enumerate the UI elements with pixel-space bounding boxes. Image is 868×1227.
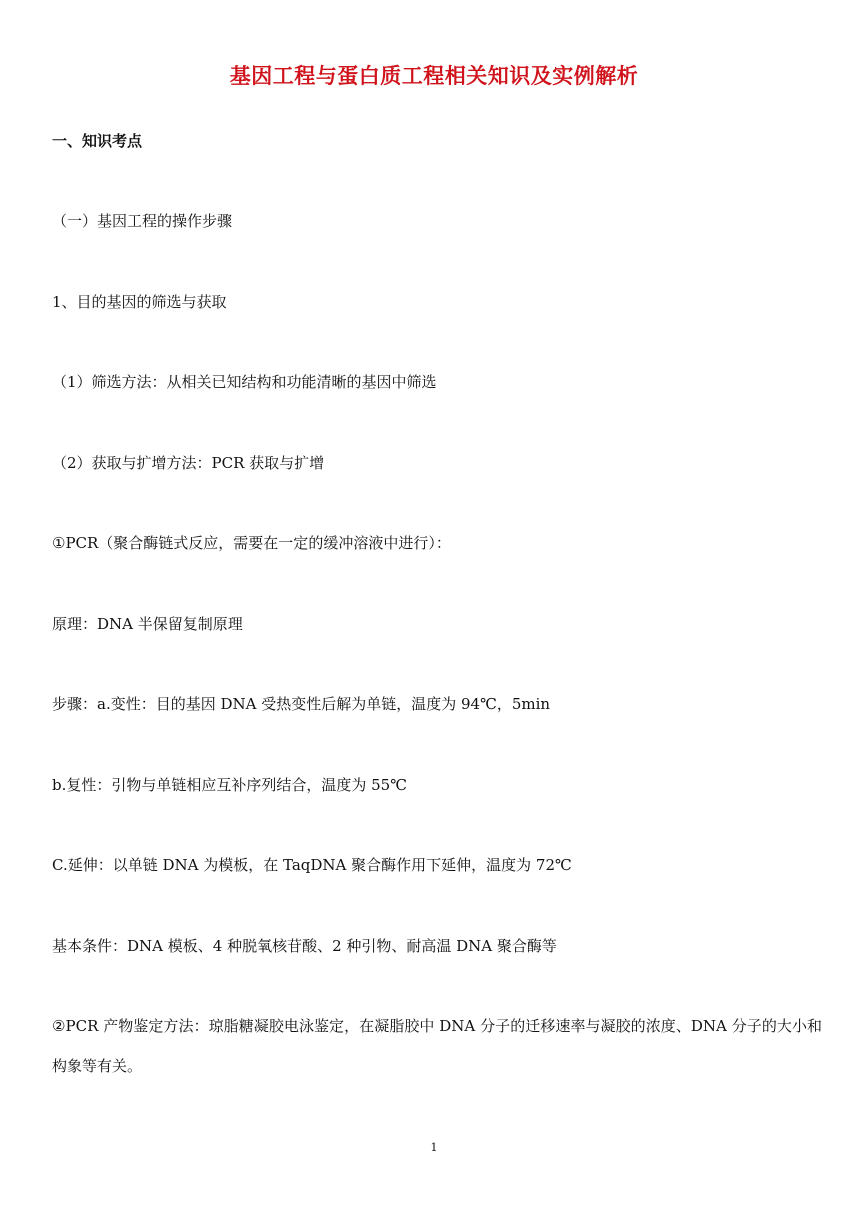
pcr-denaturation-line: 步骤：a.变性：目的基因 DNA 受热变性后解为单链，温度为 94℃，5min xyxy=(52,695,551,713)
pcr-definition-line: ①PCR（聚合酶链式反应，需要在一定的缓冲溶液中进行）： xyxy=(52,534,451,552)
subsection-heading: （一）基因工程的操作步骤 xyxy=(52,212,233,230)
screening-method-line: （1）筛选方法：从相关已知结构和功能清晰的基因中筛选 xyxy=(52,373,437,391)
pcr-conditions-line: 基本条件：DNA 模板、4 种脱氧核苷酸、2 种引物、耐高温 DNA 聚合酶等 xyxy=(52,937,557,955)
section-heading: 一、知识考点 xyxy=(52,132,143,150)
pcr-principle-line: 原理：DNA 半保留复制原理 xyxy=(52,615,243,633)
amplification-method-line: （2）获取与扩增方法：PCR 获取与扩增 xyxy=(52,454,325,472)
page-number: 1 xyxy=(430,1141,438,1154)
pcr-extension-line: C.延伸：以单链 DNA 为模板，在 TaqDNA 聚合酶作用下延伸，温度为 72℃ xyxy=(52,856,572,874)
step-heading: 1、目的基因的筛选与获取 xyxy=(52,293,227,311)
document-title: 基因工程与蛋白质工程相关知识及实例解析 xyxy=(229,64,639,88)
pcr-annealing-line: b.复性：引物与单链相应互补序列结合，温度为 55℃ xyxy=(52,776,408,794)
pcr-identification-paragraph: ②PCR 产物鉴定方法：琼脂糖凝胶电泳鉴定，在凝脂胶中 DNA 分子的迁移速率与凝胶的浓度、DNA 分子的大小和构象等有关。 xyxy=(52,1017,822,1075)
